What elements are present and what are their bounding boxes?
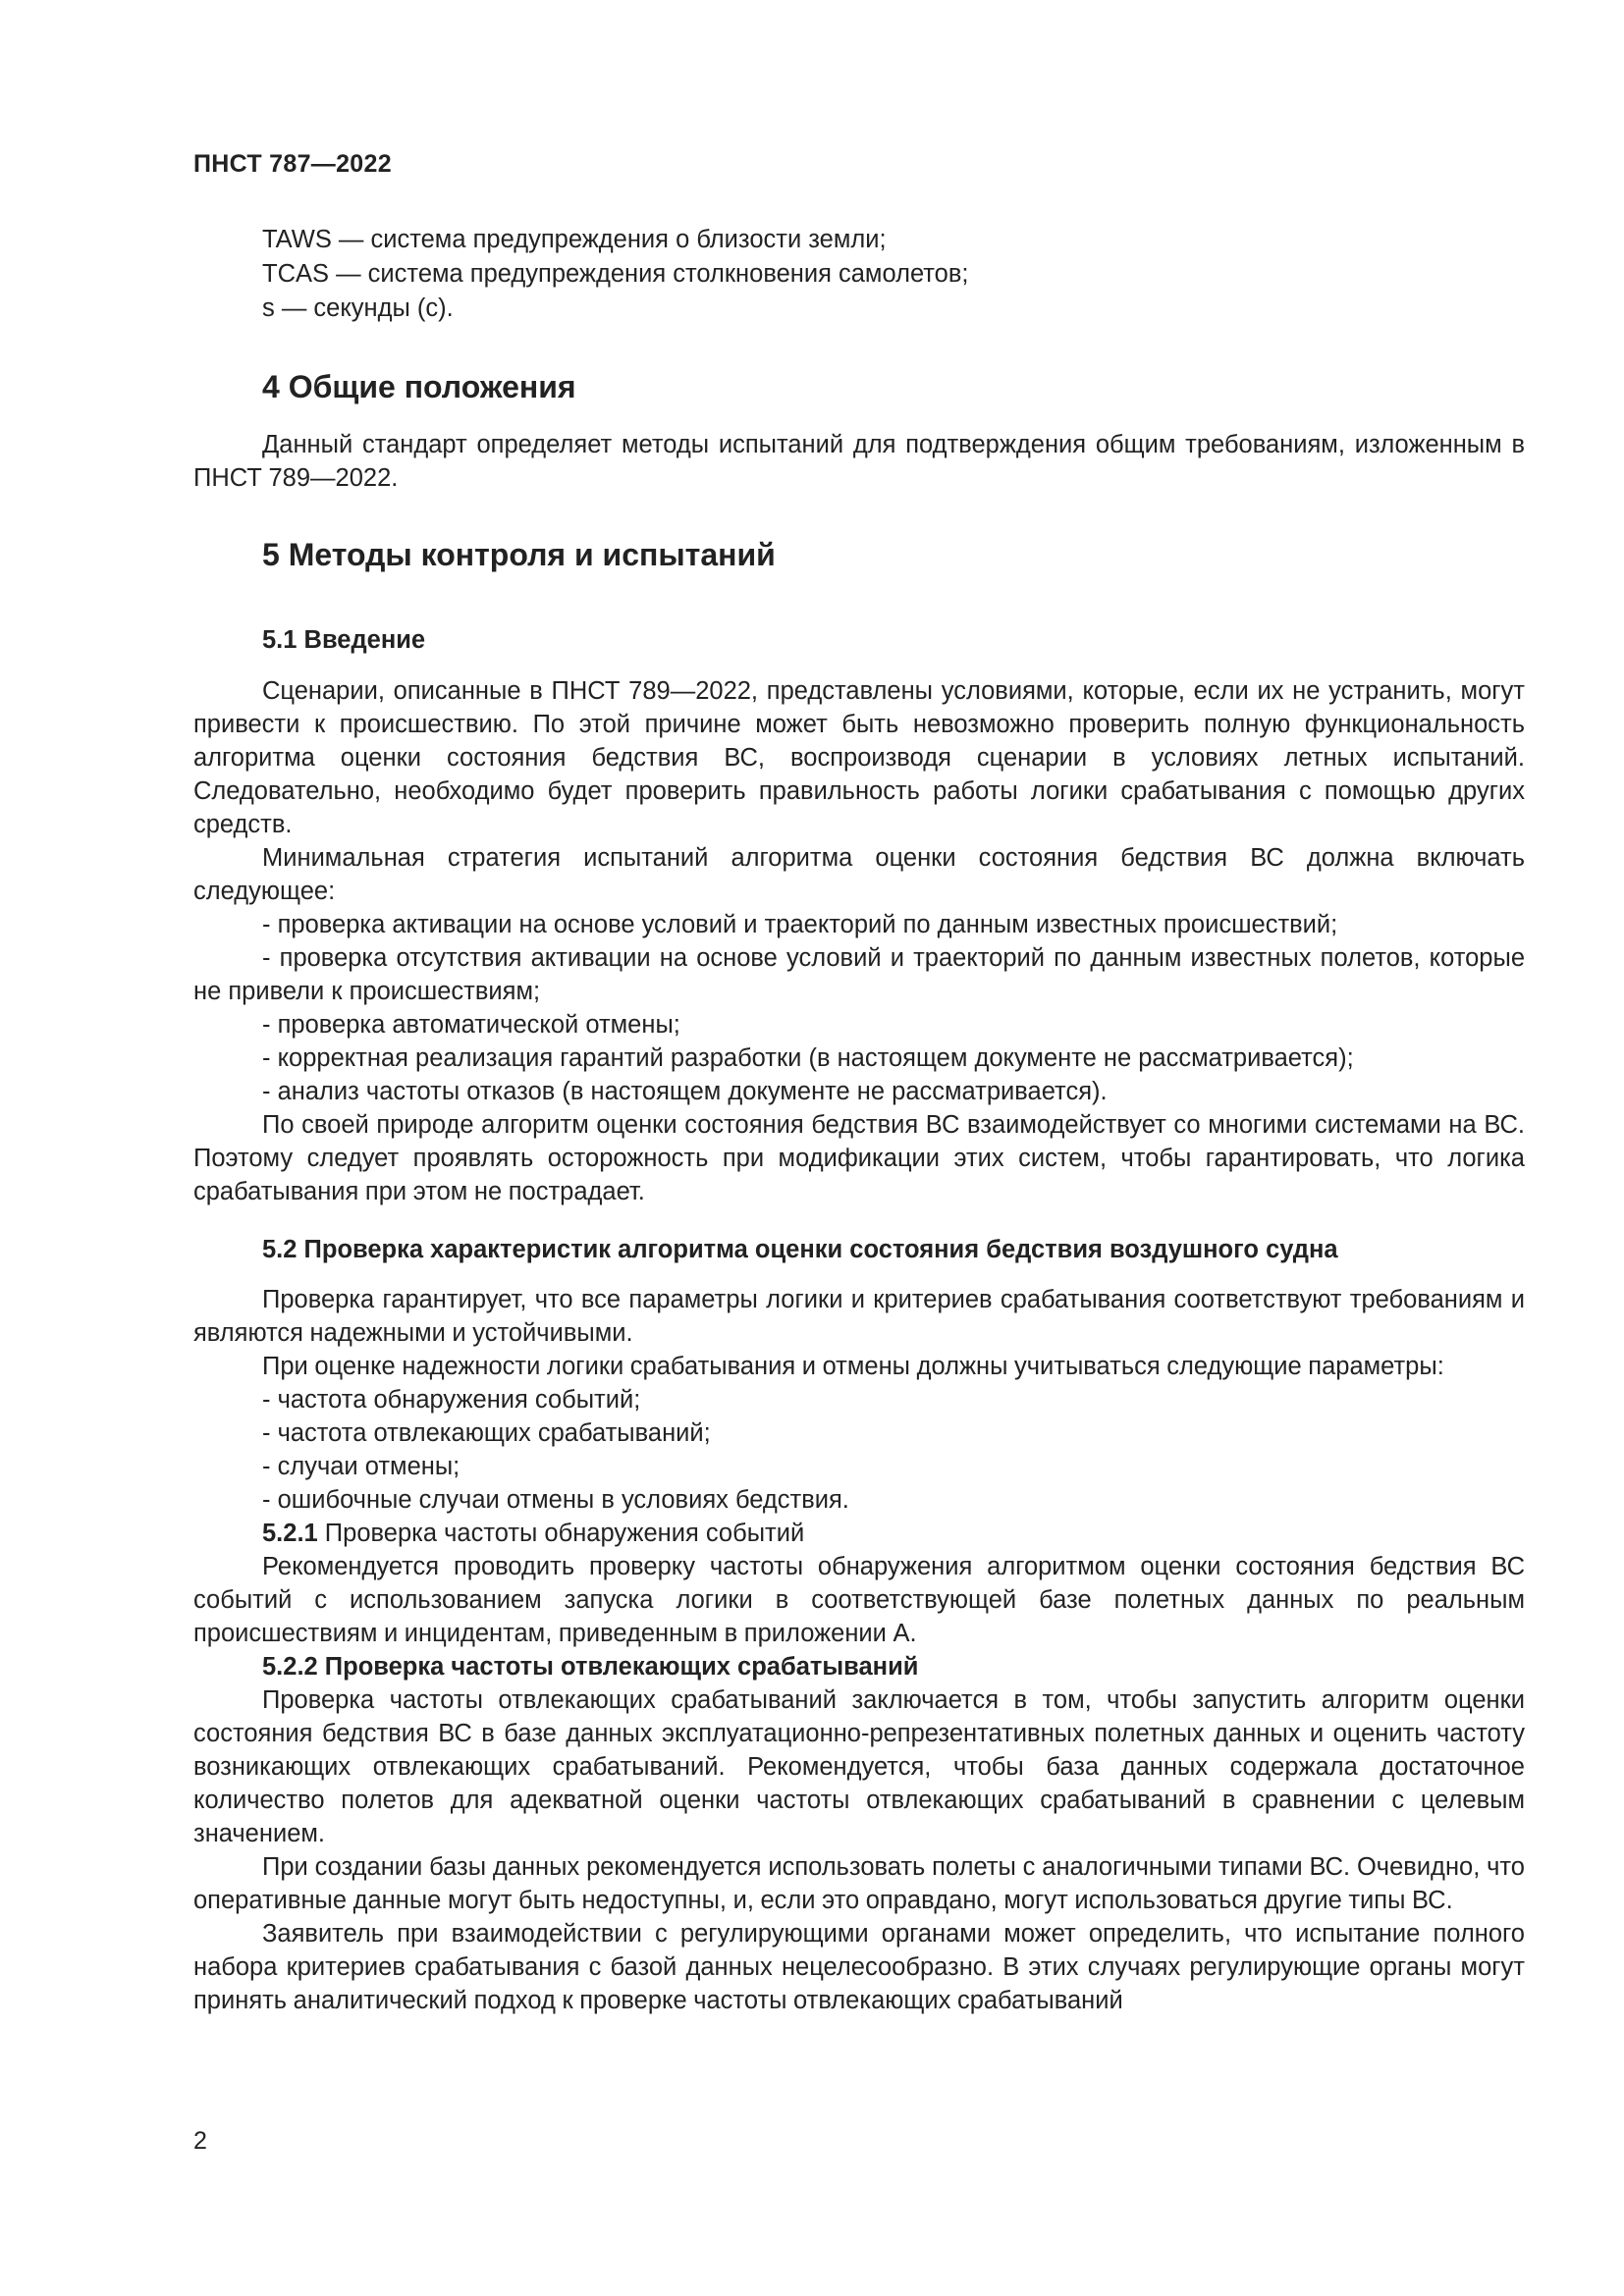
section-5-2-body [193,1283,1525,2017]
paragraph: При оценке надежности логики срабатывания и отмены должны учитываться следующие параметры: [262,1353,1444,1380]
list-item: - частота обнаружения событий; [262,1386,641,1414]
paragraph: Данный стандарт определяет методы испытаний для подтверждения общим требованиям, изложенным в ПНСТ 789—2022. [193,431,1525,492]
list-item: - проверка автоматической отмены; [262,1011,680,1039]
section-5-2-title: 5.2 Проверка характеристик алгоритма оценки состояния бедствия воздушного судна [262,1236,1338,1263]
list-item: - случаи отмены; [262,1453,460,1480]
section-5-1-title: 5.1 Введение [262,626,426,654]
list-item: - частота отвлекающих срабатываний; [262,1419,711,1447]
paragraph: Проверка гарантирует, что все параметры логики и критериев срабатывания соответствуют требованиям и являются надежными и устойчивыми. [193,1286,1525,1347]
paragraph: По своей природе алгоритм оценки состояния бедствия ВС взаимодействует со многими системами на ВС. Поэтому следует проявлять осторожность при модификации этих систем, чтобы гарантировать, что логика срабатывания при этом не пострадает. [193,1111,1525,1205]
subsection-5-2-1-heading [193,1517,1525,1550]
section-5 [193,535,1525,574]
subsection-5-2-1-title: Проверка частоты обнаружения событий [317,1520,805,1547]
section-5-title: 5 Методы контроля и испытаний [262,537,776,572]
abbreviation-item: TAWS — система предупреждения о близости земли; [262,226,887,253]
list-item: - ошибочные случаи отмены в условиях бедствия. [262,1486,849,1514]
paragraph: При создании базы данных рекомендуется использовать полеты с аналогичными типами ВС. Очевидно, что оперативные данные могут быть недоступны, и, если это оправдано, могут использоваться другие типы ВС. [193,1853,1525,1914]
paragraph: Заявитель при взаимодействии с регулирующими органами может определить, что испытание полного набора критериев срабатывания с базой данных нецелесообразно. В этих случаях регулирующие органы могут принять аналитический подход к проверке частоты отвлекающих срабатываний [193,1920,1525,2014]
paragraph: Рекомендуется проводить проверку частоты обнаружения алгоритмом оценки состояния бедствия ВС событий с использованием запуска логики в соответствующей базе полетных данных по реальным происшествиям и инцидентам, приведенным в приложении А. [193,1553,1525,1647]
abbreviation-item: TCAS — система предупреждения столкновения самолетов; [262,260,969,288]
section-4-body [193,428,1525,495]
list-item: - корректная реализация гарантий разработки (в настоящем документе не рассматривается); [262,1044,1354,1072]
list-item: - проверка отсутствия активации на основе условий и траекторий по данным известных полетов, которые не привели к происшествиям; [193,944,1525,1005]
section-5-1 [193,623,1525,657]
list-item: - проверка активации на основе условий и траекторий по данным известных происшествий; [262,911,1338,938]
list-item: - анализ частоты отказов (в настоящем документе не рассматривается). [262,1078,1108,1105]
subsection-5-2-1-number: 5.2.1 [262,1520,318,1547]
section-4-title: 4 Общие положения [262,369,576,404]
paragraph: Сценарии, описанные в ПНСТ 789—2022, представлены условиями, которые, если их не устранить, могут привести к происшествию. По этой причине может быть невозможно проверить полную функциональность алгоритма оценки состояния бедствия ВС, воспроизводя сценарии в условиях летных испытаний. Следовательно, необходимо будет проверить правильность работы логики срабатывания с помощью других средств. [193,677,1525,838]
section-5-1-body [193,674,1525,1208]
paragraph: Проверка частоты отвлекающих срабатываний заключается в том, чтобы запустить алгоритм оценки состояния бедствия ВС в базе данных эксплуатационно-репрезентативных полетных данных и оценить частоту возникающих отвлекающих срабатываний. Рекомендуется, чтобы база данных содержала достаточное количество полетов для адекватной оценки частоты отвлекающих срабатываний в сравнении с целевым значением. [193,1686,1525,1847]
abbreviation-item: s — секунды (с). [262,294,454,322]
section-4 [193,367,1525,406]
page-number: 2 [193,2127,207,2155]
subsection-5-2-2-title: 5.2.2 Проверка частоты отвлекающих срабатываний [262,1653,919,1681]
document-header: ПНСТ 787—2022 [193,150,392,178]
paragraph: Минимальная стратегия испытаний алгоритма оценки состояния бедствия ВС должна включать следующее: [193,844,1525,905]
abbreviations-list [262,223,969,326]
section-5-2 [193,1233,1525,1266]
